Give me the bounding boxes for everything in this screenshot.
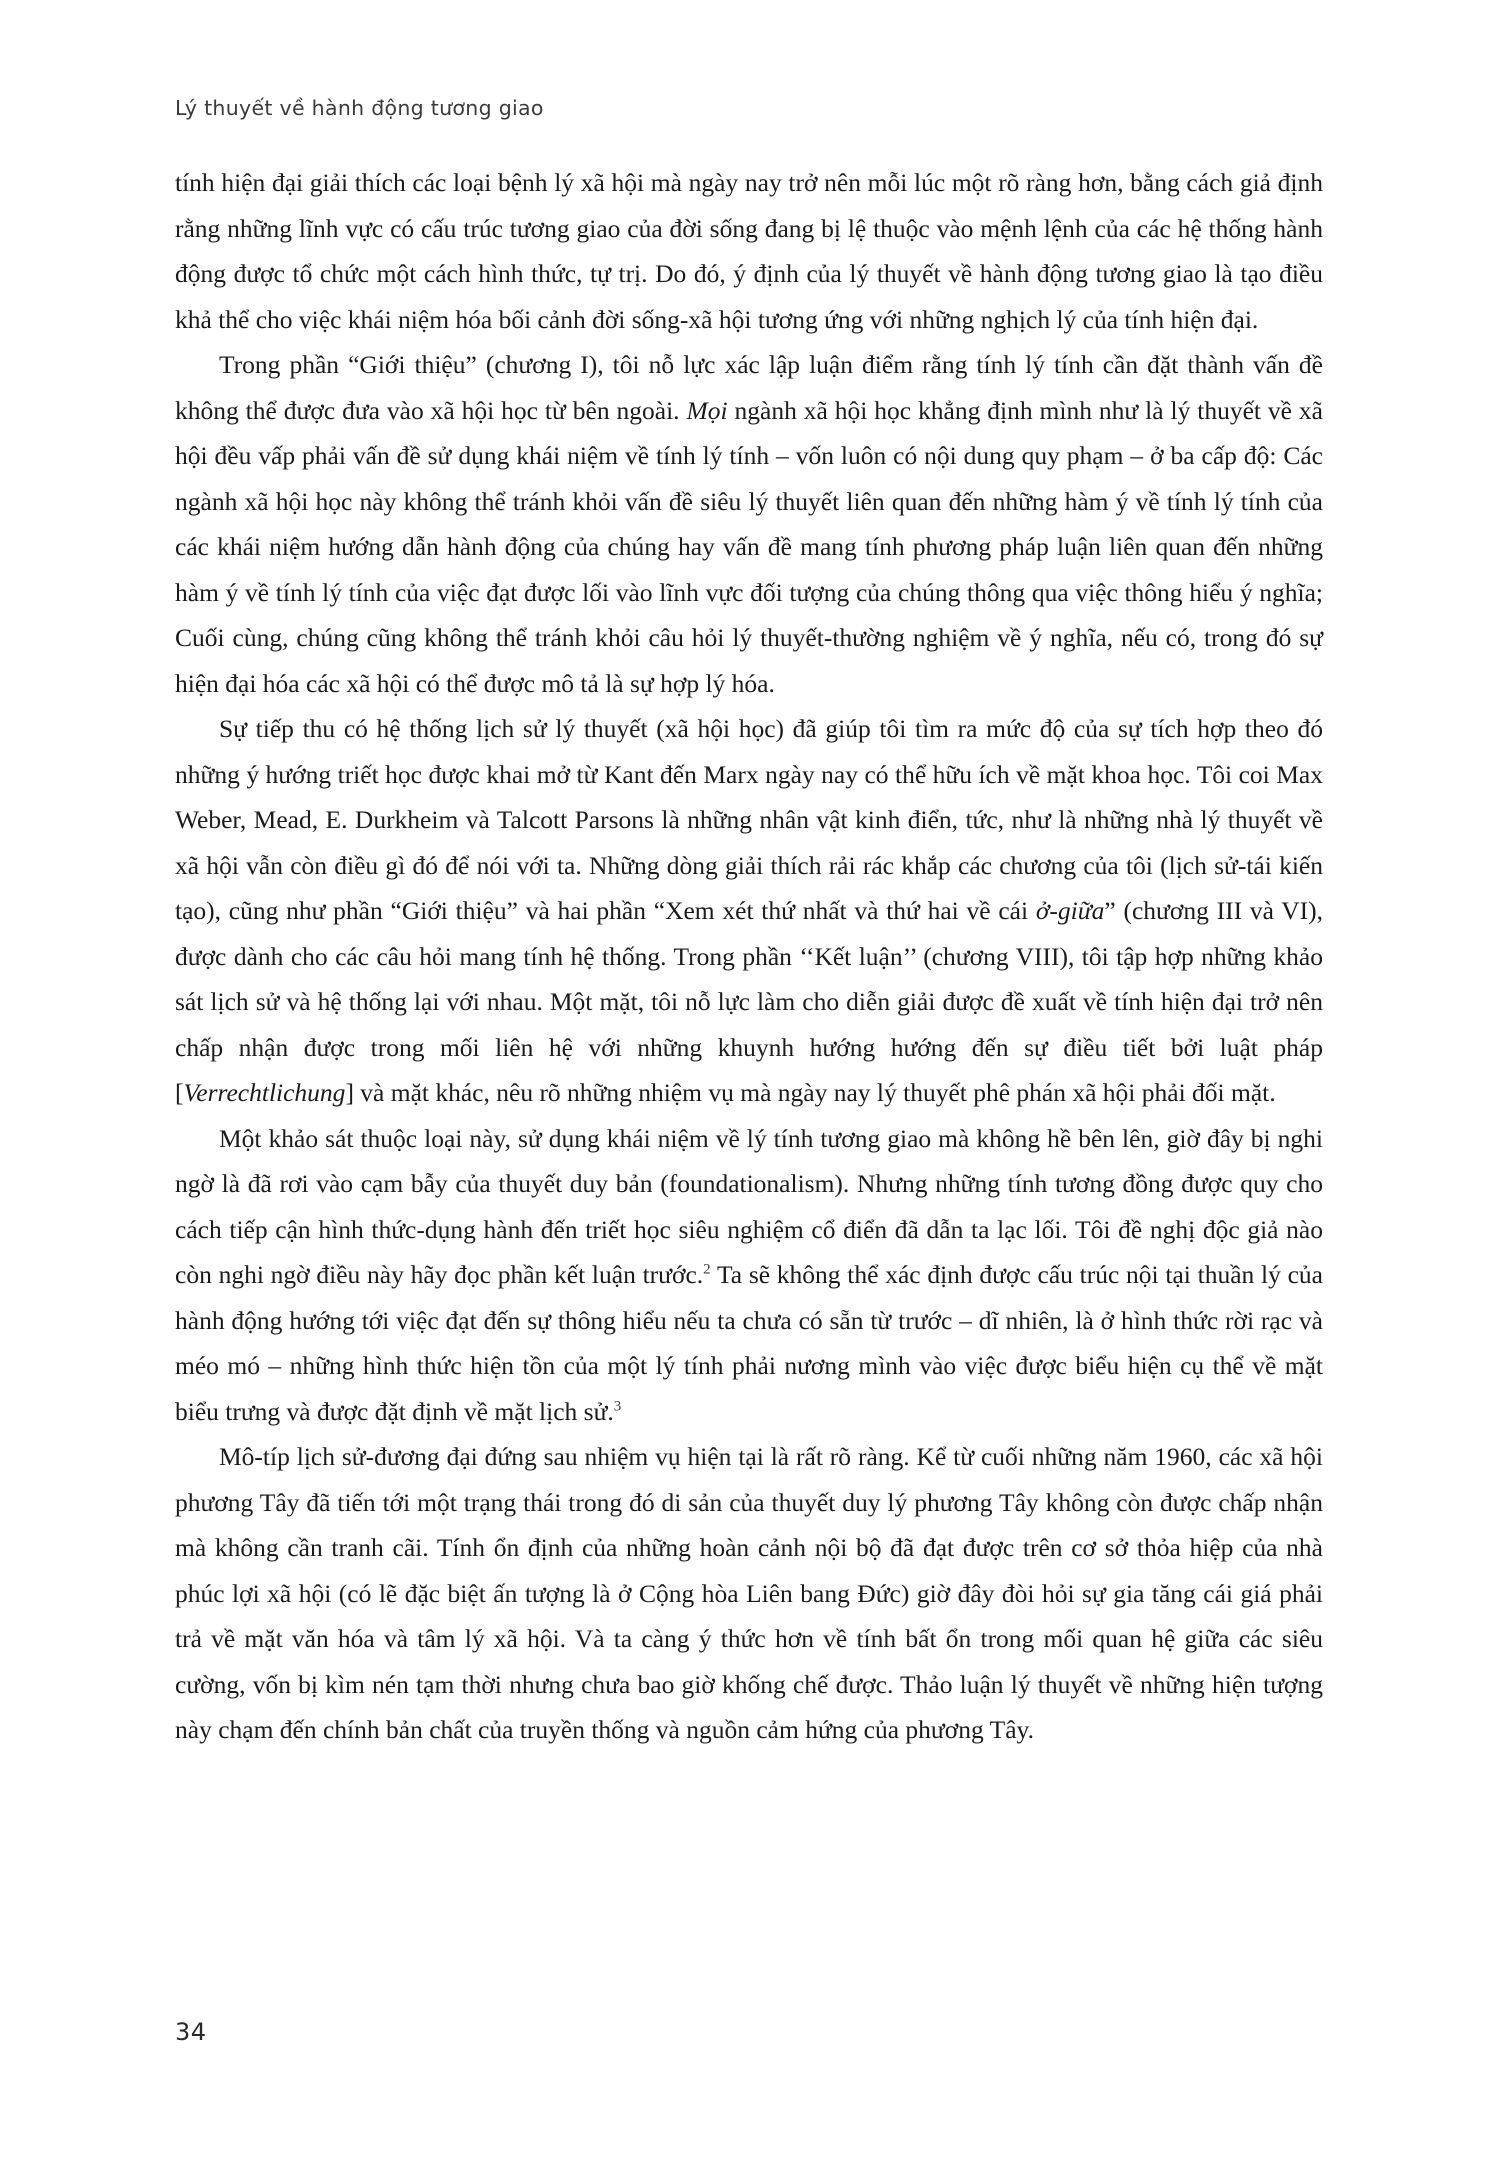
footnote-marker: 2 xyxy=(703,1261,711,1278)
paragraph: tính hiện đại giải thích các loại bệnh lý xã hội mà ngày nay trở nên mỗi lúc một rõ ràng hơn, bằng cách giả định rằng những lĩnh vực có cấu trúc tương giao của đời sống đang bị lệ thuộc vào mệnh lệnh của các hệ thống hành động được tổ chức một cách hình thức, tự trị. Do đó, ý định của lý thuyết về hành động tương giao là tạo điều khả thể cho việc khái niệm hóa bối cảnh đời sống-xã hội tương ứng với những nghịch lý của tính hiện đại. xyxy=(175,168,1323,334)
footnote-marker: 3 xyxy=(613,1398,622,1414)
paragraph: Mô-típ lịch sử-đương đại đứng sau nhiệm vụ hiện tại là rất rõ ràng. Kể từ cuối những năm 1960, các xã hội phương Tây đã tiến tới một trạng thái trong đó di sản của thuyết duy lý phương Tây không còn được chấp nhận mà không cần tranh cãi. Tính ổn định của những hoàn cảnh nội bộ đã đạt được trên cơ sở thỏa hiệp của nhà phúc lợi xã hội (có lẽ đặc biệt ấn tượng là ở Cộng hòa Liên bang Đức) giờ đây đòi hỏi sự gia tăng cái giá phải trả về mặt văn hóa và tâm lý xã hội. Và ta càng ý thức hơn về tính bất ổn trong mối quan hệ giữa các siêu cường, vốn bị kìm nén tạm thời nhưng chưa bao giờ khống chế được. Thảo luận lý thuyết về những hiện tượng này chạm đến chính bản chất của truyền thống và nguồn cảm hứng của phương Tây. xyxy=(175,1442,1323,1744)
emphasis-text: ở-giữa xyxy=(1035,896,1105,925)
page-number: 34 xyxy=(175,2018,207,2046)
paragraph: Trong phần “Giới thiệu” (chương I), tôi nỗ lực xác lập luận điểm rằng tính lý tính cần đặt thành vấn đề không thể được đưa vào xã hội học từ bên ngoài. Mọi ngành xã hội học khẳng định mình như là lý thuyết về xã hội đều vấp phải vấn đề sử dụng khái niệm về tính lý tính – vốn luôn có nội dung quy phạm – ở ba cấp độ: Các ngành xã hội học này không thể tránh khỏi vấn đề siêu lý thuyết liên quan đến những hàm ý về tính lý tính của các khái niệm hướng dẫn hành động của chúng hay vấn đề mang tính phương pháp luận liên quan đến những hàm ý về tính lý tính của việc đạt được lối vào lĩnh vực đối tượng của chúng thông qua việc thông hiểu ý nghĩa; Cuối cùng, chúng cũng không thể tránh khỏi câu hỏi lý thuyết-thường nghiệm về ý nghĩa, nếu có, trong đó sự hiện đại hóa các xã hội có thể được mô tả là sự hợp lý hóa. xyxy=(175,350,1323,698)
emphasis-text: Verrechtlichung xyxy=(183,1078,346,1107)
emphasis-text: Mọi xyxy=(686,395,728,425)
running-head: Lý thuyết về hành động tương giao xyxy=(175,96,544,120)
body-text-column xyxy=(175,160,1323,1753)
paragraph: Sự tiếp thu có hệ thống lịch sử lý thuyết (xã hội học) đã giúp tôi tìm ra mức độ của sự tích hợp theo đó những ý hướng triết học được khai mở từ Kant đến Marx ngày nay có thể hữu ích về mặt khoa học. Tôi coi Max Weber, Mead, E. Durkheim và Talcott Parsons là những nhân vật kinh điển, tức, như là những nhà lý thuyết về xã hội vẫn còn điều gì đó để nói với ta. Những dòng giải thích rải rác khắp các chương của tôi (lịch sử-tái kiến tạo), cũng như phần “Giới thiệu” và hai phần “Xem xét thứ nhất và thứ hai về cái ở-giữa” (chương III và VI), được dành cho các câu hỏi mang tính hệ thống. Trong phần ‘‘Kết luận’’ (chương VIII), tôi tập hợp những khảo sát lịch sử và hệ thống lại với nhau. Một mặt, tôi nỗ lực làm cho diễn giải được đề xuất về tính hiện đại trở nên chấp nhận được trong mối liên hệ với những khuynh hướng hướng đến sự điều tiết bởi luật pháp [Verrechtlichung] và mặt khác, nêu rõ những nhiệm vụ mà ngày nay lý thuyết phê phán xã hội phải đối mặt. xyxy=(175,714,1323,1107)
paragraph: Một khảo sát thuộc loại này, sử dụng khái niệm về lý tính tương giao mà không hề bên lên, giờ đây bị nghi ngờ là đã rơi vào cạm bẫy của thuyết duy bản (foundationalism). Nhưng những tính tương đồng được quy cho cách tiếp cận hình thức-dụng hành đến triết học siêu nghiệm cổ điển đã dẫn ta lạc lối. Tôi đề nghị độc giả nào còn nghi ngờ điều này hãy đọc phần kết luận trước.$^2$ Ta sẽ không thể xác định được cấu trúc nội tại thuần lý của hành động hướng tới việc đạt đến sự thông hiểu nếu ta chưa có sẵn từ trước – dĩ nhiên, là ở hình thức rời rạc và méo mó – những hình thức hiện tồn của một lý tính phải nương mình vào việc được biểu hiện cụ thể về mặt biểu trưng và được đặt định về mặt lịch sử.$^3$ xyxy=(175,1123,1323,1426)
